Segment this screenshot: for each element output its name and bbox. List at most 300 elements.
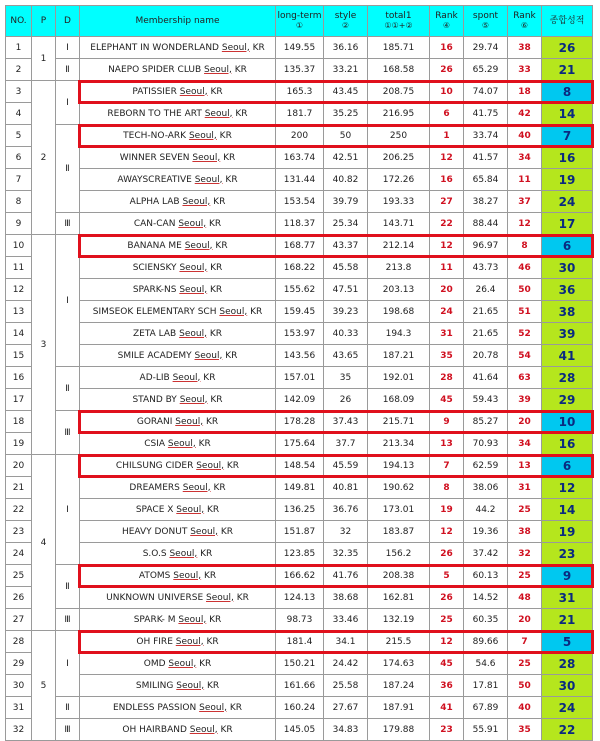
rank-spont: 34 xyxy=(508,147,542,169)
team-name: AWAYSCREATIVE xyxy=(117,174,192,185)
rank-total: 27 xyxy=(430,191,464,213)
city-name: Seoul, xyxy=(179,262,208,273)
team-name: SMILING xyxy=(135,680,174,691)
city-name: Seoul, xyxy=(206,592,234,603)
city-name: Seoul, xyxy=(189,724,218,735)
city-name: Seoul, xyxy=(192,152,221,163)
rank-spont: 52 xyxy=(508,323,542,345)
overall-result: 6 xyxy=(542,455,593,477)
total-score: 187.21 xyxy=(368,345,430,367)
total-score: 198.68 xyxy=(368,301,430,323)
membership-name xyxy=(80,191,276,213)
overall-result: 29 xyxy=(542,389,593,411)
long-term-score: 168.22 xyxy=(276,257,324,279)
table-row xyxy=(6,81,593,103)
country-code: KR xyxy=(234,64,247,75)
table-row xyxy=(6,279,593,301)
header-style-label: style xyxy=(334,11,357,21)
d-group: Ⅰ xyxy=(56,631,80,697)
total-score: 156.2 xyxy=(368,543,430,565)
style-score: 43.65 xyxy=(324,345,368,367)
city-name: Seoul, xyxy=(182,482,211,493)
table-row xyxy=(6,103,593,125)
style-score: 39.79 xyxy=(324,191,368,213)
overall-result: 19 xyxy=(542,169,593,191)
table-row xyxy=(6,367,593,389)
country-code: KR xyxy=(213,196,226,207)
rank-total: 16 xyxy=(430,169,464,191)
table-row xyxy=(6,543,593,565)
header-row xyxy=(6,6,593,37)
rank-spont: 33 xyxy=(508,59,542,81)
rank-total: 13 xyxy=(430,433,464,455)
total-score: 215.71 xyxy=(368,411,430,433)
country-code: KR xyxy=(206,636,219,647)
spont-score: 89.66 xyxy=(464,631,508,653)
table-row xyxy=(6,653,593,675)
city-name: Seoul, xyxy=(172,372,201,383)
row-number: 23 xyxy=(6,521,32,543)
style-score: 47.51 xyxy=(324,279,368,301)
country-code: KR xyxy=(210,262,223,273)
header-rank1-sub: ④ xyxy=(442,21,451,30)
total-score: 143.71 xyxy=(368,213,430,235)
city-name: Seoul, xyxy=(194,350,223,361)
d-group: Ⅱ xyxy=(56,565,80,609)
membership-name xyxy=(80,389,276,411)
country-code: KR xyxy=(229,702,242,713)
overall-result: 9 xyxy=(542,565,593,587)
membership-name xyxy=(80,433,276,455)
header-long-term-sub: ① xyxy=(295,21,304,30)
long-term-score: 153.54 xyxy=(276,191,324,213)
d-group: Ⅱ xyxy=(56,125,80,213)
row-number: 2 xyxy=(6,59,32,81)
team-name: ALPHA LAB xyxy=(129,196,180,207)
d-group: Ⅰ xyxy=(56,235,80,367)
long-term-score: 175.64 xyxy=(276,433,324,455)
row-number: 19 xyxy=(6,433,32,455)
rank-total: 23 xyxy=(430,719,464,741)
row-number: 20 xyxy=(6,455,32,477)
city-name: Seoul, xyxy=(178,218,207,229)
overall-result: 10 xyxy=(542,411,593,433)
overall-result: 6 xyxy=(542,235,593,257)
membership-name xyxy=(80,609,276,631)
rank-total: 9 xyxy=(430,411,464,433)
country-code: KR xyxy=(235,108,248,119)
table-row xyxy=(6,565,593,587)
city-name: Seoul, xyxy=(169,548,198,559)
spont-score: 21.65 xyxy=(464,323,508,345)
header-long-term xyxy=(276,6,324,37)
total-score: 212.14 xyxy=(368,235,430,257)
total-score: 192.01 xyxy=(368,367,430,389)
overall-result: 16 xyxy=(542,433,593,455)
team-name: REBORN TO THE ART xyxy=(107,108,202,119)
long-term-score: 98.73 xyxy=(276,609,324,631)
p-group: 4 xyxy=(32,455,56,631)
header-style-sub: ② xyxy=(341,21,350,30)
style-score: 43.37 xyxy=(324,235,368,257)
total-score: 174.63 xyxy=(368,653,430,675)
country-code: KR xyxy=(250,306,263,317)
table-row xyxy=(6,59,593,81)
country-code: KR xyxy=(226,460,240,471)
table-row xyxy=(6,587,593,609)
city-name: Seoul, xyxy=(199,702,227,713)
header-final: 종합성적 xyxy=(542,6,593,37)
rank-spont: 50 xyxy=(508,279,542,301)
spont-score: 38.06 xyxy=(464,477,508,499)
rank-spont: 31 xyxy=(508,477,542,499)
rank-total: 41 xyxy=(430,697,464,719)
rank-total: 12 xyxy=(430,147,464,169)
spont-score: 17.81 xyxy=(464,675,508,697)
membership-name xyxy=(80,367,276,389)
rank-spont: 38 xyxy=(508,37,542,59)
long-term-score: 181.4 xyxy=(276,631,324,653)
total-score: 187.91 xyxy=(368,697,430,719)
header-p: P xyxy=(32,6,56,37)
long-term-score: 160.24 xyxy=(276,697,324,719)
country-code: KR xyxy=(200,548,213,559)
long-term-score: 136.25 xyxy=(276,499,324,521)
long-term-score: 163.74 xyxy=(276,147,324,169)
row-number: 24 xyxy=(6,543,32,565)
overall-result: 23 xyxy=(542,543,593,565)
spont-score: 26.4 xyxy=(464,279,508,301)
membership-name xyxy=(80,37,276,59)
rank-spont: 11 xyxy=(508,169,542,191)
table-row xyxy=(6,345,593,367)
header-spont-sub: ⑤ xyxy=(481,21,490,30)
overall-result: 7 xyxy=(542,125,593,147)
rank-spont: 25 xyxy=(508,565,542,587)
row-number: 10 xyxy=(6,235,32,257)
city-name: Seoul, xyxy=(179,394,208,405)
header-name: Membership name xyxy=(80,6,276,37)
membership-name xyxy=(80,125,276,147)
country-code: KR xyxy=(210,394,223,405)
overall-result: 31 xyxy=(542,587,593,609)
membership-name xyxy=(80,477,276,499)
spont-score: 60.35 xyxy=(464,609,508,631)
city-name: Seoul, xyxy=(176,680,205,691)
membership-name xyxy=(80,323,276,345)
table-row xyxy=(6,37,593,59)
rank-spont: 46 xyxy=(508,257,542,279)
row-number: 1 xyxy=(6,37,32,59)
spont-score: 62.59 xyxy=(464,455,508,477)
header-rank1 xyxy=(430,6,464,37)
spont-score: 65.29 xyxy=(464,59,508,81)
style-score: 41.76 xyxy=(324,565,368,587)
rank-spont: 12 xyxy=(508,213,542,235)
country-code: KR xyxy=(210,86,223,97)
rank-spont: 35 xyxy=(508,719,542,741)
table-row xyxy=(6,433,593,455)
row-number: 11 xyxy=(6,257,32,279)
rank-spont: 25 xyxy=(508,499,542,521)
style-score: 39.23 xyxy=(324,301,368,323)
total-score: 208.75 xyxy=(368,81,430,103)
team-name: HEAVY DONUT xyxy=(121,526,188,537)
rank-total: 10 xyxy=(430,81,464,103)
city-name: Seoul, xyxy=(188,130,217,141)
city-name: Seoul, xyxy=(173,570,202,581)
rank-total: 26 xyxy=(430,59,464,81)
country-code: KR xyxy=(209,328,222,339)
table-row xyxy=(6,477,593,499)
membership-name xyxy=(80,631,276,653)
long-term-score: 149.55 xyxy=(276,37,324,59)
overall-result: 39 xyxy=(542,323,593,345)
rank-total: 12 xyxy=(430,521,464,543)
overall-result: 21 xyxy=(542,59,593,81)
overall-result: 41 xyxy=(542,345,593,367)
spont-score: 19.36 xyxy=(464,521,508,543)
rank-spont: 7 xyxy=(508,631,542,653)
rank-total: 1 xyxy=(430,125,464,147)
membership-name xyxy=(80,411,276,433)
membership-name xyxy=(80,675,276,697)
rank-spont: 51 xyxy=(508,301,542,323)
table-row xyxy=(6,125,593,147)
long-term-score: 143.56 xyxy=(276,345,324,367)
long-term-score: 157.01 xyxy=(276,367,324,389)
rank-spont: 13 xyxy=(508,455,542,477)
membership-name xyxy=(80,455,276,477)
table-row xyxy=(6,147,593,169)
team-name: CAN-CAN xyxy=(133,218,176,229)
row-number: 17 xyxy=(6,389,32,411)
rank-total: 35 xyxy=(430,345,464,367)
rank-spont: 38 xyxy=(508,521,542,543)
overall-result: 19 xyxy=(542,521,593,543)
spont-score: 96.97 xyxy=(464,235,508,257)
city-name: Seoul, xyxy=(190,526,219,537)
city-name: Seoul, xyxy=(168,658,197,669)
rank-spont: 8 xyxy=(508,235,542,257)
results-body xyxy=(6,37,593,741)
country-code: KR xyxy=(206,680,220,691)
spont-score: 14.52 xyxy=(464,587,508,609)
row-number: 16 xyxy=(6,367,32,389)
spont-score: 41.75 xyxy=(464,103,508,125)
team-name: AD-LIB xyxy=(139,372,170,383)
header-long-term-label: long-term xyxy=(277,11,322,21)
total-score: 213.34 xyxy=(368,433,430,455)
style-score: 33.21 xyxy=(324,59,368,81)
rank-total: 31 xyxy=(430,323,464,345)
d-group: Ⅲ xyxy=(56,719,80,741)
table-row xyxy=(6,257,593,279)
table-row xyxy=(6,609,593,631)
city-name: Seoul, xyxy=(194,174,223,185)
spont-score: 70.93 xyxy=(464,433,508,455)
table-row xyxy=(6,235,593,257)
city-name: Seoul, xyxy=(184,240,213,251)
spont-score: 21.65 xyxy=(464,301,508,323)
membership-name xyxy=(80,587,276,609)
rank-spont: 50 xyxy=(508,675,542,697)
rank-spont: 34 xyxy=(508,433,542,455)
long-term-score: 135.37 xyxy=(276,59,324,81)
membership-name xyxy=(80,521,276,543)
city-name: Seoul, xyxy=(179,328,207,339)
spont-score: 38.27 xyxy=(464,191,508,213)
long-term-score: 165.3 xyxy=(276,81,324,103)
overall-result: 14 xyxy=(542,103,593,125)
city-name: Seoul, xyxy=(204,108,233,119)
header-no: NO. xyxy=(6,6,32,37)
overall-result: 24 xyxy=(542,697,593,719)
style-score: 45.58 xyxy=(324,257,368,279)
overall-result: 30 xyxy=(542,257,593,279)
rank-spont: 40 xyxy=(508,125,542,147)
rank-total: 5 xyxy=(430,565,464,587)
rank-total: 24 xyxy=(430,301,464,323)
row-number: 29 xyxy=(6,653,32,675)
header-rank2 xyxy=(508,6,542,37)
rank-total: 45 xyxy=(430,389,464,411)
header-total-label: total1 xyxy=(385,11,412,21)
total-score: 190.62 xyxy=(368,477,430,499)
table-row xyxy=(6,191,593,213)
total-score: 168.09 xyxy=(368,389,430,411)
long-term-score: 123.85 xyxy=(276,543,324,565)
country-code: KR xyxy=(205,416,219,427)
country-code: KR xyxy=(220,724,233,735)
header-spont xyxy=(464,6,508,37)
d-group: Ⅰ xyxy=(56,455,80,565)
team-name: PATISSIER xyxy=(132,86,177,97)
overall-result: 22 xyxy=(542,719,593,741)
spont-score: 88.44 xyxy=(464,213,508,235)
table-row xyxy=(6,213,593,235)
team-name: SPACE X xyxy=(135,504,174,515)
team-name: BANANA ME xyxy=(127,240,182,251)
city-name: Seoul, xyxy=(219,306,248,317)
row-number: 3 xyxy=(6,81,32,103)
long-term-score: 168.77 xyxy=(276,235,324,257)
total-score: 250 xyxy=(368,125,430,147)
city-name: Seoul, xyxy=(196,460,225,471)
overall-result: 16 xyxy=(542,147,593,169)
table-row xyxy=(6,323,593,345)
style-score: 24.42 xyxy=(324,653,368,675)
rank-spont: 20 xyxy=(508,609,542,631)
rank-spont: 20 xyxy=(508,411,542,433)
rank-spont: 54 xyxy=(508,345,542,367)
rank-total: 22 xyxy=(430,213,464,235)
table-row xyxy=(6,521,593,543)
header-style xyxy=(324,6,368,37)
city-name: Seoul, xyxy=(204,64,232,75)
country-code: KR xyxy=(219,130,232,141)
long-term-score: 159.45 xyxy=(276,301,324,323)
country-code: KR xyxy=(206,504,220,515)
overall-result: 30 xyxy=(542,675,593,697)
rank-spont: 39 xyxy=(508,389,542,411)
total-score: 215.5 xyxy=(368,631,430,653)
p-group: 1 xyxy=(32,37,56,81)
rank-spont: 18 xyxy=(508,81,542,103)
country-code: KR xyxy=(209,614,222,625)
city-name: Seoul, xyxy=(167,438,196,449)
header-rank2-label: Rank xyxy=(513,11,536,21)
overall-result: 28 xyxy=(542,653,593,675)
total-score: 173.01 xyxy=(368,499,430,521)
overall-result: 5 xyxy=(542,631,593,653)
city-name: Seoul, xyxy=(178,614,207,625)
row-number: 4 xyxy=(6,103,32,125)
membership-name xyxy=(80,345,276,367)
style-score: 40.81 xyxy=(324,477,368,499)
team-name: CSIA xyxy=(144,438,166,449)
total-score: 194.13 xyxy=(368,455,430,477)
row-number: 14 xyxy=(6,323,32,345)
team-name: SIMSEOK ELEMENTARY SCH xyxy=(92,306,217,317)
table-row xyxy=(6,455,593,477)
row-number: 21 xyxy=(6,477,32,499)
rank-total: 8 xyxy=(430,477,464,499)
overall-result: 36 xyxy=(542,279,593,301)
spont-score: 74.07 xyxy=(464,81,508,103)
overall-result: 14 xyxy=(542,499,593,521)
style-score: 37.7 xyxy=(324,433,368,455)
long-term-score: 145.05 xyxy=(276,719,324,741)
style-score: 37.43 xyxy=(324,411,368,433)
row-number: 6 xyxy=(6,147,32,169)
country-code: KR xyxy=(215,240,228,251)
style-score: 35.25 xyxy=(324,103,368,125)
style-score: 40.82 xyxy=(324,169,368,191)
long-term-score: 161.66 xyxy=(276,675,324,697)
team-name: OH HAIRBAND xyxy=(122,724,187,735)
total-score: 132.19 xyxy=(368,609,430,631)
rank-total: 26 xyxy=(430,543,464,565)
country-code: KR xyxy=(236,592,249,603)
country-code: KR xyxy=(223,152,236,163)
table-row xyxy=(6,499,593,521)
team-name: S.O.S xyxy=(142,548,167,559)
city-name: Seoul, xyxy=(179,284,208,295)
rank-total: 6 xyxy=(430,103,464,125)
spont-score: 41.64 xyxy=(464,367,508,389)
team-name: SMILE ACADEMY xyxy=(117,350,192,361)
rank-total: 12 xyxy=(430,235,464,257)
overall-result: 21 xyxy=(542,609,593,631)
style-score: 42.51 xyxy=(324,147,368,169)
city-name: Seoul, xyxy=(176,504,205,515)
total-score: 179.88 xyxy=(368,719,430,741)
style-score: 34.83 xyxy=(324,719,368,741)
row-number: 26 xyxy=(6,587,32,609)
total-score: 168.58 xyxy=(368,59,430,81)
style-score: 33.46 xyxy=(324,609,368,631)
table-row xyxy=(6,675,593,697)
membership-name xyxy=(80,257,276,279)
country-code: KR xyxy=(210,284,223,295)
style-score: 35 xyxy=(324,367,368,389)
row-number: 27 xyxy=(6,609,32,631)
total-score: 172.26 xyxy=(368,169,430,191)
spont-score: 54.6 xyxy=(464,653,508,675)
d-group: Ⅲ xyxy=(56,609,80,631)
membership-name xyxy=(80,213,276,235)
